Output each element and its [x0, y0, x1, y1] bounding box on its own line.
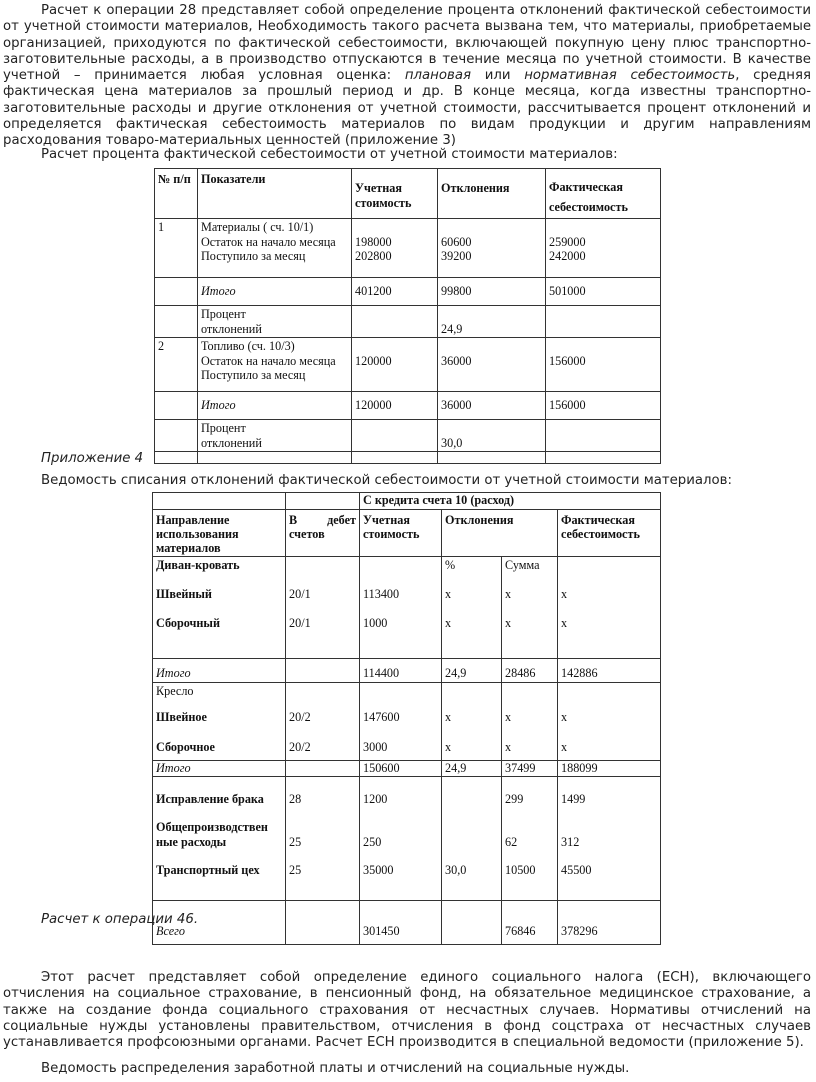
col-account-header: Учетная стоимость: [352, 169, 438, 219]
appendix-4-label: Приложение 4: [41, 451, 144, 466]
esn-paragraph: Этот расчет представляет собой определение единого социального налога (ЕСН), включающего отчисления на социальное страхование, в пенсионный фонд, на обязательное медицинское страхование, а также на создание фонда социального страхования от несчастных случаев. Нормативы отчислений на социальные нужды установлены правительством, отчисления в фонд соцстраха от несчастных случаев устанавливается профсоюзными органами. Расчет ЕСН производится в специальной ведомости (приложение 5).: [3, 970, 811, 1051]
table-row: 1 Материалы ( сч. 10/1) Остаток на начало месяца Поступило за месяц 198000 202800 60600 39200 259000 242000: [155, 219, 661, 278]
col-num-header: № п/п: [155, 169, 198, 219]
table-row: Процент отклонений 30,0: [155, 420, 661, 452]
col-actual-header: Фактическая себестоимость: [546, 169, 661, 219]
credit-account-header: С кредита счета 10 (расход): [360, 493, 661, 510]
col-direction-header: Направление использования материалов: [153, 509, 286, 556]
col-indicator-header: Показатели: [198, 169, 352, 219]
table-row: Итого 114400 24,9 28486 142886: [153, 658, 661, 682]
table1-caption: Расчет процента фактической себестоимости от учетной стоимости материалов:: [41, 147, 618, 162]
table-row: Всего 301450 76846 378296: [153, 901, 661, 945]
table-row: Кресло Швейное Сборочное 20/2 20/2 147600 3000 х х х х х х: [153, 682, 661, 760]
table-row: Процент отклонений 24,9: [155, 306, 661, 338]
table-row: Диван-кровать Швейный Сборочный 20/1 20/1 113400 1000 % х х Сумма х х х х: [153, 556, 661, 658]
writeoff-table: [152, 492, 661, 945]
col-deviation-header: Отклонения: [442, 509, 558, 556]
emphasis-planned: плановая: [404, 68, 471, 84]
table-row: Итого 150600 24,9 37499 188099: [153, 760, 661, 777]
table-row: Исправление брака Общепроизводствен ные расходы Транспортный цех 28 25 25 1200 250 35000 30,0 299 62 10500 1499 312 45500: [153, 777, 661, 901]
table2-caption: Ведомость списания отклонений фактической себестоимости от учетной стоимости материалов:: [41, 473, 732, 488]
col-debit-header: В дебет счетов: [286, 509, 360, 556]
table-row: 2 Топливо (сч. 10/3) Остаток на начало месяца Поступило за месяц 120000 36000 156000: [155, 338, 661, 392]
payroll-statement-line: Ведомость распределения заработной платы и отчислений на социальные нужды.: [41, 1061, 630, 1076]
operation-46-heading: Расчет к операции 46.: [41, 912, 199, 927]
table-row: Итого 401200 99800 501000: [155, 278, 661, 306]
emphasis-normative: нормативная себестоимость: [524, 68, 736, 84]
deviation-percent-table: [154, 168, 661, 464]
col-actual-header: Фактическая себестоимость: [558, 509, 661, 556]
intro-paragraph: Расчет к операции 28 представляет собой определение процента отклонений фактической себестоимости от учетной стоимости материалов, Необходимость такого расчета вызвана тем, что материалы, приобретаемые организацией, приходуются по фактической себестоимости, включающей покупную цену плюс транспортно-заготовительные расходы, а в производство отпускаются в течение месяца по учетной стоимости. В качестве учетной – принимается любая условная оценка: плановая или нормативная себестоимость, средняя фактическая цена материалов за прошлый период и др. В конце месяца, когда известны транспортно-заготовительные расходы и другие отклонения от учетной стоимости, рассчитывается процент отклонений и определяется фактическая себестоимость материалов по видам продукции и другим направлениям расходования товаро-материальных ценностей (приложение 3): [3, 3, 811, 149]
col-account-header: Учетная стоимость: [360, 509, 442, 556]
table-row: Итого 120000 36000 156000: [155, 392, 661, 420]
col-deviation-header: Отклонения: [438, 169, 546, 219]
